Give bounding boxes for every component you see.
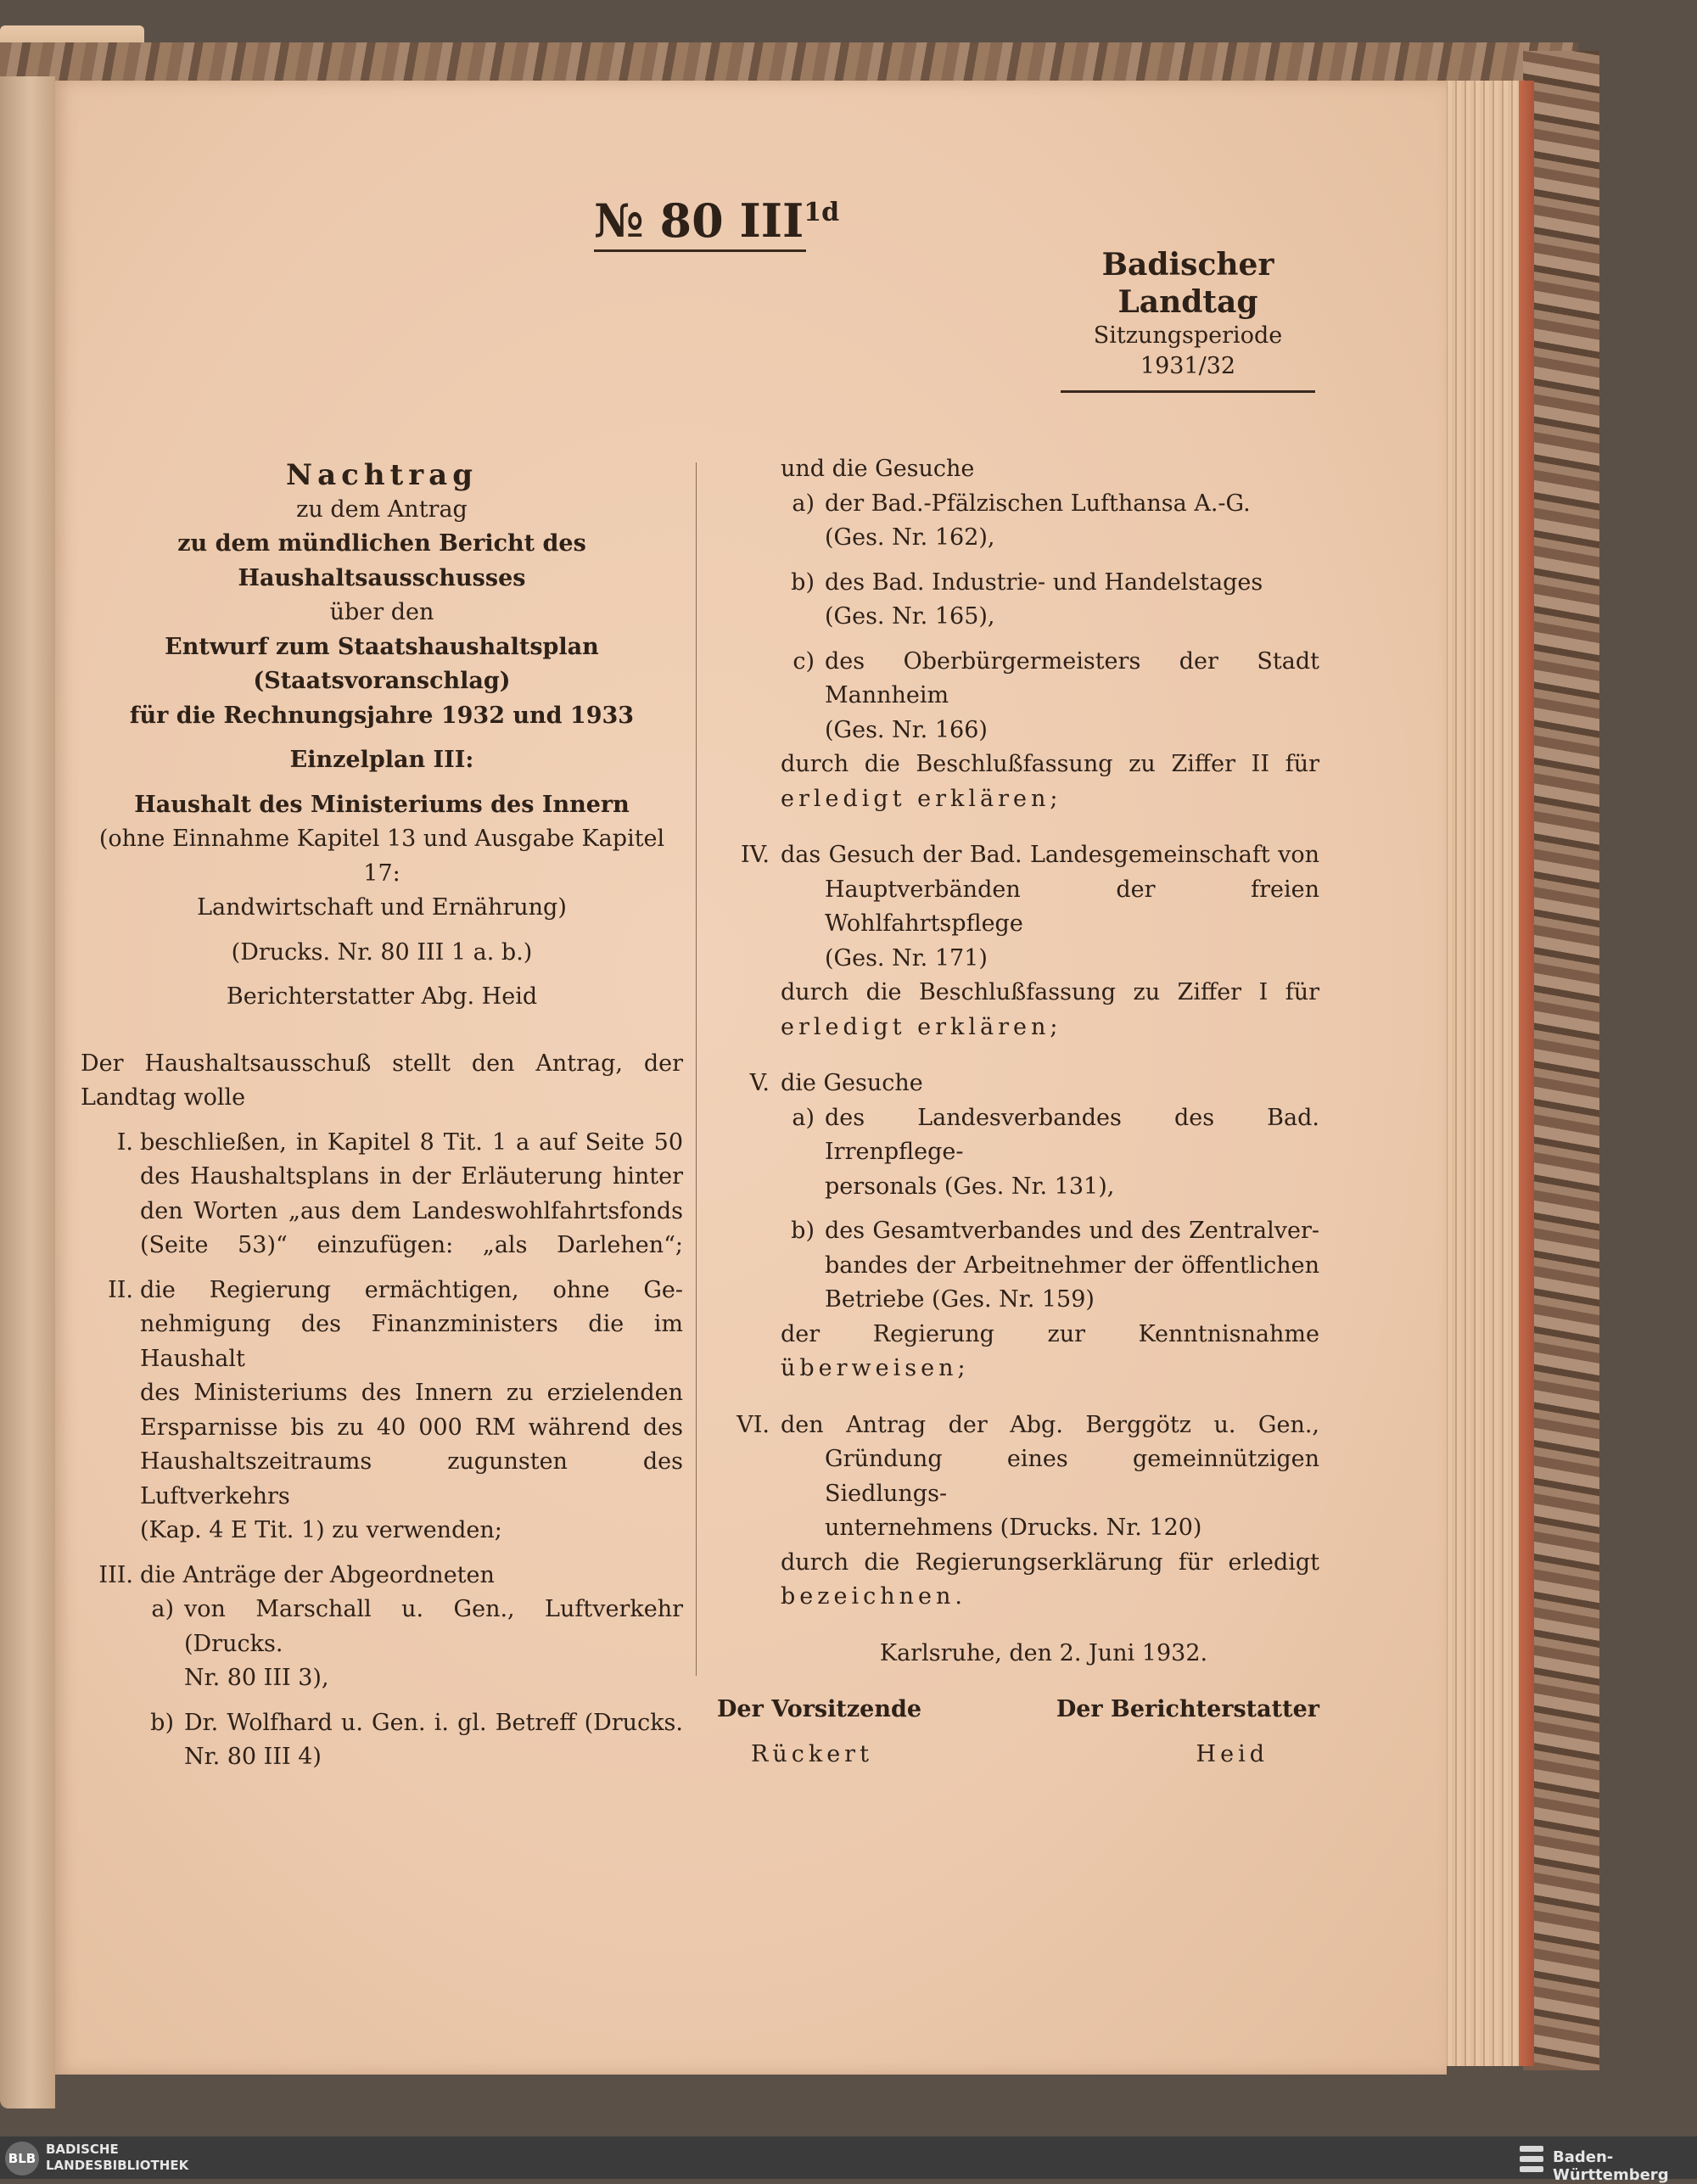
item-vi-line: Gründung eines gemeinnützigen Siedlungs-: [825, 1446, 1319, 1507]
item-i-line: den Worten „aus dem Landeswohlfahrtsfonds: [140, 1197, 683, 1224]
resolution-line: durch die Beschlußfassung zu Ziffer II für: [781, 751, 1319, 777]
subitem-line: (Ges. Nr. 166): [825, 716, 988, 743]
coat-of-arms-icon: [1517, 2143, 1546, 2174]
item-v-line: der Regierung zur Kenntnisnahme: [781, 1320, 1319, 1347]
place-date: Karlsruhe, den 2. Juni 1932.: [879, 1639, 1208, 1666]
item-vi-line: den Antrag der Abg. Berggötz u. Gen.,: [781, 1411, 1319, 1438]
title-line-2: zu dem mündlichen Bericht des Haushaltsausschusses: [177, 530, 586, 591]
item-vi: [717, 1408, 1319, 1615]
library-name: [46, 2142, 188, 2174]
title-line-5: für die Rechnungsjahre 1932 und 1933: [129, 702, 635, 729]
item-iii-a: [140, 1593, 683, 1696]
item-v-number: V.: [749, 1070, 770, 1096]
subitem-line: Nr. 80 III 4): [184, 1744, 322, 1770]
item-i: [81, 1126, 683, 1263]
chair-title: Der Vorsitzende: [717, 1696, 922, 1722]
right-binding-edge: [1523, 51, 1599, 2070]
item-ii-number: II.: [108, 1276, 133, 1303]
item-vi-line: unternehmens (Drucks. Nr. 120): [825, 1515, 1202, 1541]
gesuch-a: [781, 487, 1319, 556]
item-iv-line: Hauptverbänden der freien Wohlfahrtspflege: [825, 876, 1319, 937]
column-divider: [696, 462, 697, 1676]
subitem-line: bandes der Arbeitnehmer der öffentlichen: [825, 1252, 1319, 1279]
subitem-letter: b): [791, 568, 815, 596]
rapporteur-line: Berichterstatter Abg. Heid: [226, 983, 538, 1010]
page-stack-red-edge: [1519, 81, 1534, 2066]
item-ii-line: nehmigung des Finanzministers die im Haushalt: [140, 1311, 683, 1372]
item-i-line: (Seite 53)“ einzufügen: „als Darlehen“;: [140, 1232, 683, 1258]
chair-name: Rückert: [751, 1740, 873, 1767]
item-i-line: des Haushaltsplans in der Erläuterung hinter: [140, 1163, 683, 1190]
title-line-4: Entwurf zum Staatshaushaltsplan (Staatsvoranschlag): [165, 633, 599, 694]
subitem-letter: a): [792, 490, 815, 517]
landtag-name: Badischer Landtag: [1101, 247, 1274, 320]
item-iv-line: (Ges. Nr. 171): [825, 944, 988, 972]
item-iii: [81, 1559, 683, 1775]
item-iv: [717, 838, 1319, 1044]
item-ii-line: des Ministeriums des Innern zu erzielenden: [140, 1380, 683, 1406]
signature-names: [717, 1738, 1319, 1772]
subitem-line: Nr. 80 III 3),: [184, 1665, 329, 1691]
subitem-line: von Marschall u. Gen., Luftverkehr (Drucks.: [184, 1596, 683, 1657]
subitem-letter: b): [150, 1709, 174, 1736]
item-ii-line: Ersparnisse bis zu 40 000 RM während des: [140, 1414, 683, 1441]
subitem-line: (Ges. Nr. 165),: [825, 603, 995, 630]
subitem-letter: c): [792, 647, 815, 675]
subitem-line: des Bad. Industrie- und Handelstages: [825, 568, 1263, 596]
gesuch-b: [781, 566, 1319, 635]
item-vi-line: durch die Regierungserklärung für erledigt: [781, 1548, 1319, 1576]
landtag-header: [1061, 246, 1315, 393]
item-iii-number: III.: [98, 1561, 133, 1588]
subitem-line: des Gesamtverbandes und des Zentralver-: [825, 1218, 1319, 1244]
library-name-line-1: BADISCHE: [46, 2142, 119, 2157]
right-column: [717, 452, 1319, 1772]
subitem-line: personals (Ges. Nr. 131),: [825, 1173, 1115, 1200]
item-ii-line: Haushaltszeitraums zugunsten des Luftverkehrs: [140, 1448, 683, 1509]
item-v: [717, 1067, 1319, 1386]
item-iv-line: das Gesuch der Bad. Landesgemeinschaft von: [781, 842, 1319, 868]
item-iii-line: die Anträge der Abgeordneten: [140, 1561, 495, 1588]
rapporteur-name: Heid: [1196, 1740, 1269, 1767]
subitem-line: des Oberbürgermeisters der Stadt Mannheim: [825, 647, 1319, 708]
subitem-line: der Bad.-Pfälzischen Lufthansa A.-G.: [825, 490, 1251, 517]
item-iv-line: durch die Beschlußfassung zu Ziffer I für: [781, 979, 1319, 1005]
header-rule: [1061, 390, 1315, 393]
subitem-letter: a): [792, 1104, 815, 1131]
top-binding-edge: [0, 42, 1578, 85]
einzelplan-heading: Einzelplan III:: [289, 747, 474, 773]
item-vi-line: bezeichnen.: [781, 1583, 966, 1610]
subitem-line: Betriebe (Ges. Nr. 159): [825, 1286, 1095, 1313]
subitem-line: Dr. Wolfhard u. Gen. i. gl. Betreff (Drucks.: [184, 1709, 683, 1736]
item-ii-line: die Regierung ermächtigen, ohne Ge-: [140, 1276, 683, 1303]
item-iv-line: erledigt erklären;: [781, 1013, 1062, 1040]
subitem-letter: a): [151, 1596, 174, 1622]
title-line-1: zu dem Antrag: [296, 496, 468, 523]
state-name: Baden-Württemberg: [1553, 2148, 1669, 2184]
doc-title: Nachtrag: [286, 458, 478, 492]
item-i-number: I.: [116, 1128, 133, 1156]
blb-logo-icon: BLB: [5, 2142, 39, 2176]
item-v-b: [781, 1214, 1319, 1318]
item-v-a: [781, 1101, 1319, 1205]
title-line-3: über den: [329, 599, 434, 625]
subitem-line: des Landesverbandes des Bad. Irrenpflege-: [825, 1104, 1319, 1165]
signature-titles: [717, 1693, 1319, 1728]
item-iv-number: IV.: [740, 842, 770, 868]
scope-line-1: (ohne Einnahme Kapitel 13 und Ausgabe Kapitel 17:: [98, 826, 665, 887]
item-iii-b: [140, 1706, 683, 1775]
left-page-sliver: [0, 76, 55, 2108]
subitem-line: (Ges. Nr. 162),: [825, 524, 995, 551]
document-number: № 80 $III^{1d}$: [594, 193, 806, 252]
session-years: 1931/32: [1140, 353, 1236, 379]
rapporteur-title: Der Berichterstatter: [1056, 1696, 1319, 1722]
item-ii-line: (Kap. 4 E Tit. 1) zu verwenden;: [140, 1517, 502, 1543]
item-v-line: die Gesuche: [781, 1070, 923, 1096]
item-vi-number: VI.: [736, 1411, 770, 1438]
subitem-letter: b): [791, 1218, 815, 1244]
intro-line-1: Der Haushaltsausschuß stellt den Antrag, der: [81, 1050, 683, 1077]
footer-bar: [0, 2136, 1697, 2179]
intro-line-2: Landtag wolle: [81, 1084, 246, 1111]
item-v-line: überweisen;: [781, 1355, 970, 1381]
gesuche-intro: und die Gesuche: [781, 456, 975, 482]
scope-line-2: Landwirtschaft und Ernährung): [197, 894, 567, 921]
haushalt-heading: Haushalt des Ministeriums des Innern: [134, 791, 630, 818]
left-column: [81, 458, 683, 1775]
resolution-line: erledigt erklären;: [781, 785, 1062, 812]
item-i-line: beschließen, in Kapitel 8 Tit. 1 a auf Seite 50: [140, 1128, 683, 1156]
item-ii: [81, 1274, 683, 1548]
drucksache-ref: (Drucks. Nr. 80 III 1 a. b.): [231, 938, 533, 966]
gesuch-c: [781, 645, 1319, 748]
library-name-line-2: LANDESBIBLIOTHEK: [46, 2158, 189, 2173]
session-label: Sitzungsperiode: [1093, 322, 1283, 349]
